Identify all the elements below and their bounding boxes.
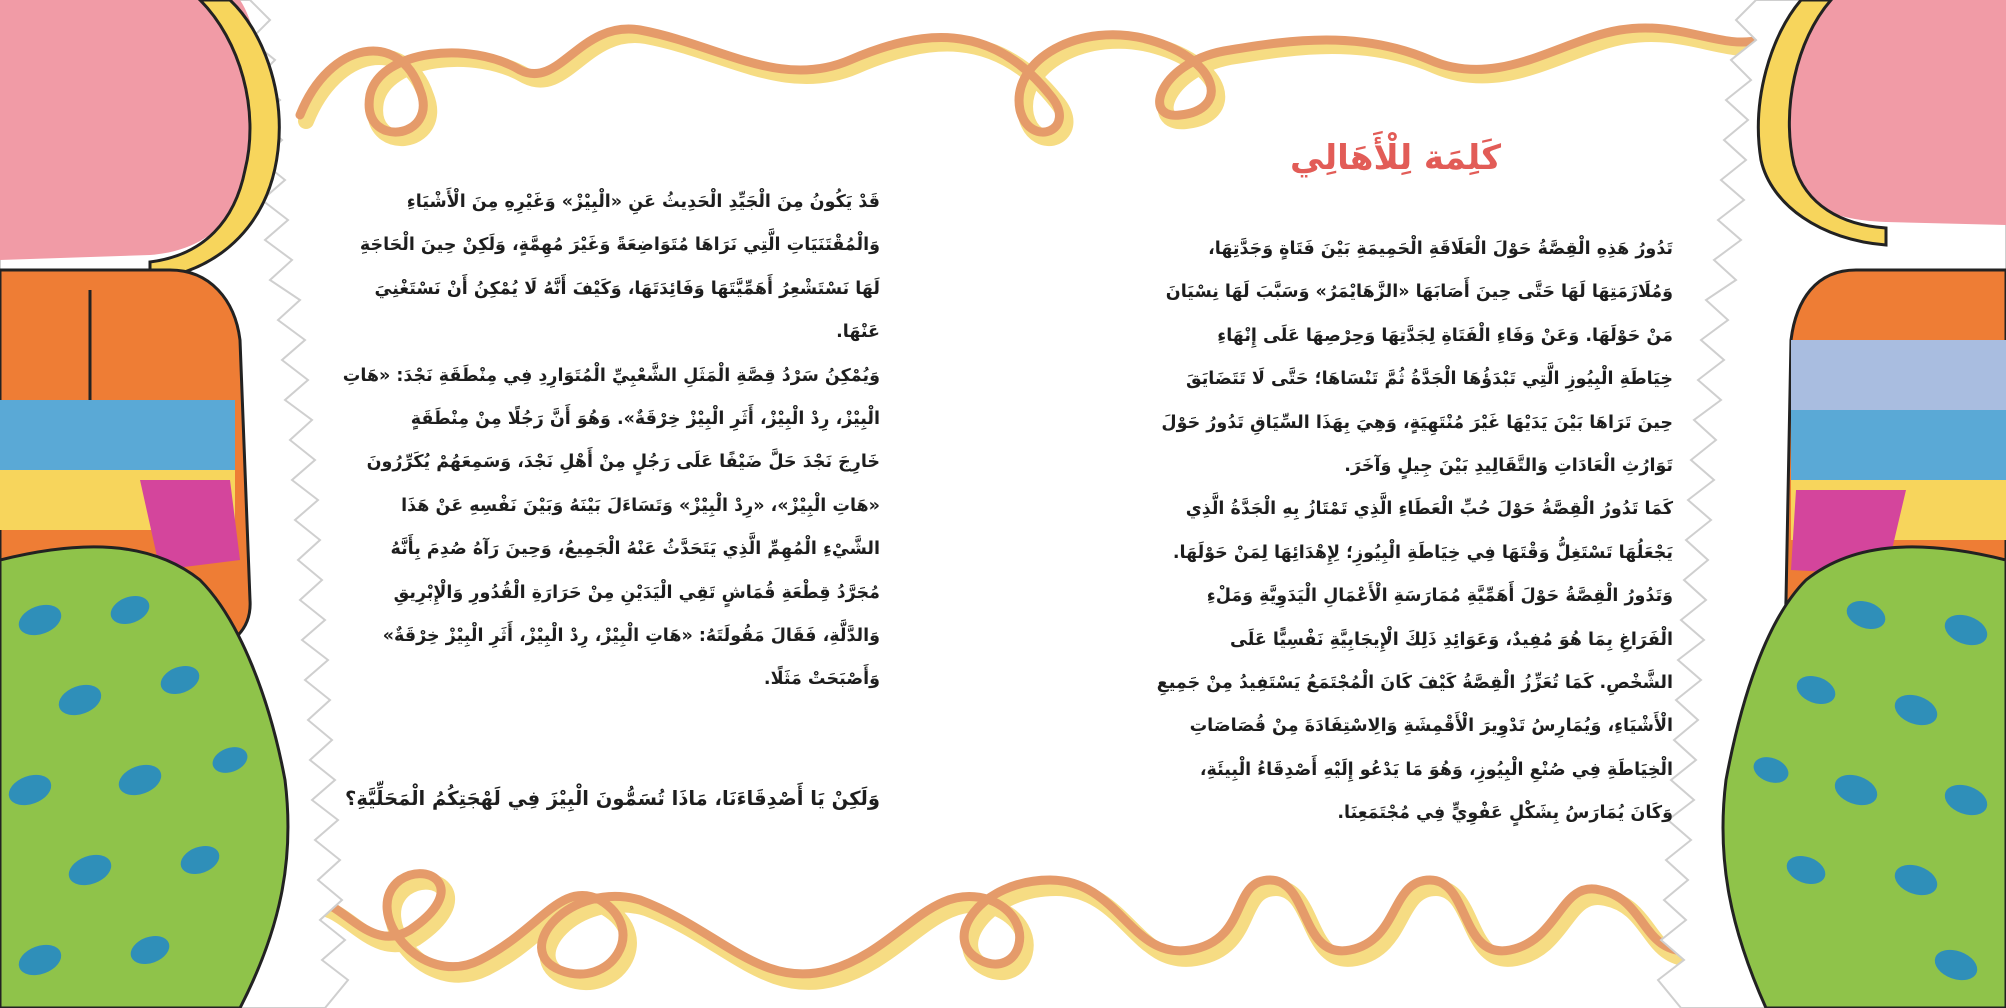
left-line-4: عَنْهَا. [836,322,880,343]
left-page-body [343,181,880,702]
right-line-14: وَكَانَ يُمَارَسُ بِشَكْلٍ عَفْوِيٍّ فِي مُجْتَمَعِنَا. [1337,803,1673,824]
right-line-12: الْأَشْيَاءِ، وَيُمَارِسُ تَدْوِيرَ الْأَقْمِشَةِ وَالِاسْتِفَادَةَ مِنْ قُصَاصَاتِ [1189,716,1673,737]
right-line-6: تَوَارُثِ الْعَادَاتِ وَالتَّقَالِيدِ بَيْنَ جِيلٍ وَآخَرَ. [1344,456,1673,477]
left-line-1: قَدْ يَكُونُ مِنَ الْجَيِّدِ الْحَدِيثُ عَنِ «الْبِيْزْ» وَغَيْرِهِ مِنَ الْأَشْيَاءِ [406,192,880,212]
bottom-squiggle-border [290,874,1706,982]
left-line-11: وَالدَّلَّةِ، فَقَالَ مَقُولَتَهُ: «هَاتِ الْبِيْزْ، رِدْ الْبِيْزْ، أَثَرِ الْبِيْزْ خِرْقَةٌ» [382,626,880,647]
right-line-2: وَمُلَازَمَتِهَا لَهَا حَتَّى حِينَ أَصَابَهَا «الزَّهَايْمَرُ» وَسَبَّبَ لَهَا نِسْيَانَ [1165,282,1673,303]
left-line-8: «هَاتِ الْبِيْزْ»، «رِدْ الْبِيْزْ» وَتَسَاءَلَ بَيْنَهُ وَبَيْنَ نَفْسِهِ عَنْ هَذَا [401,495,880,516]
left-line-6: الْبِيْزْ، رِدْ الْبِيْزْ، أَثَرِ الْبِيْزْ خِرْقَةٌ». وَهُوَ أَنَّ رَجُلًا مِنْ مِنْطَقَةٍ [410,409,880,430]
left-line-5: وَيُمْكِنُ سَرْدُ قِصَّةِ الْمَثَلِ الشَّعْبِيِّ الْمُتَوَارِدِ فِي مِنْطَقَةِ نَجْدَ: «هَاتِ [342,365,880,386]
right-page-title: كَلِمَة لِلْأَهَالِي [1290,138,1501,178]
right-mitts-illustration [1658,0,2006,1008]
right-line-8: يَجْعَلُهَا تَسْتَغِلُّ وَقْتَهَا فِي خِيَاطَةِ الْبِيُوزِ؛ لِإِهْدَائِهَا لِمَنْ حَوْلَهَا. [1172,542,1673,563]
right-line-10: الْفَرَاغِ بِمَا هُوَ مُفِيدٌ، وَعَوَائِدِ ذَلِكَ الْإِيجَابِيَّةِ نَفْسِيًّا عَلَى [1230,629,1673,650]
left-line-9: الشَّيْءِ الْمُهِمِّ الَّذِي يَتَحَدَّثُ عَنْهُ الْجَمِيعُ، وَحِينَ رَآهُ صُدِمَ بِأَنَّهُ [390,539,880,560]
left-line-7: خَارِجَ نَجْدَ حَلَّ ضَيْفًا عَلَى رَجُلٍ مِنْ أَهْلِ نَجْدَ، وَسَمِعَهُمْ يُكَرِّرُونَ [366,452,880,473]
right-line-4: خِيَاطَةِ الْبِيُوزِ الَّتِي تَبْدَؤُهَا الْجَدَّةُ ثُمَّ تَنْسَاهَا؛ حَتَّى لَا تَتَضَايَقَ [1185,369,1673,390]
right-line-9: وَتَدُورُ الْقِصَّةُ حَوْلَ أَهَمِّيَّةِ مُمَارَسَةِ الْأَعْمَالِ الْيَدَوِيَّةِ وَمَلْءِ [1206,586,1673,607]
left-line-10: مُجَرَّدُ قِطْعَةِ قُمَاشٍ تَقِي الْيَدَيْنِ مِنْ حَرَارَةِ الْقُدُورِ وَالْإِبْرِيقِ [393,582,880,603]
right-line-7: كَمَا تَدُورُ الْقِصَّةُ حَوْلَ حُبِّ الْعَطَاءِ الَّذِي تَمْتَازُ بِهِ الْجَدَّةُ الَّذِي [1185,499,1673,520]
left-line-12: وَأَصْبَحَتْ مَثَلًا. [763,669,880,690]
right-line-1: تَدُورُ هَذِهِ الْقِصَّةُ حَوْلَ الْعَلَاقَةِ الْحَمِيمَةِ بَيْنَ فَتَاةٍ وَجَدَّتِهَا، [1208,239,1673,259]
right-line-5: حِينَ تَرَاهَا بَيْنَ يَدَيْهَا غَيْرَ مُنْتَهِيَةٍ، وَهِيَ بِهَذَا السِّيَاقِ تَدُورُ حَوْلَ [1161,412,1673,433]
right-line-3: مَنْ حَوْلَهَا. وَعَنْ وَفَاءِ الْفَتَاةِ لِجَدَّتِهَا وَحِرْصِهَا عَلَى إِنْهَاءِ [1217,325,1673,346]
top-squiggle-border [300,28,1766,138]
left-mitts-illustration [0,0,348,1008]
left-line-2: وَالْمُقْتَنَيَاتِ الَّتِي نَرَاهَا مُتَوَاضِعَةً وَغَيْرَ مُهِمَّةٍ، وَلَكِنْ حِينَ الْحَاجَةِ [359,235,880,256]
right-page-body [1157,228,1673,836]
right-line-13: الْخِيَاطَةِ فِي صُنْعِ الْبِيُوزِ، وَهُوَ مَا يَدْعُو إِلَيْهِ أَصْدِقَاءُ الْبِيئَةِ، [1199,759,1673,780]
right-line-11: الشَّخْصِ. كَمَا تُعَزِّزُ الْقِصَّةُ كَيْفَ كَانَ الْمُجْتَمَعُ يَسْتَفِيدُ مِنْ جَمِيعِ [1156,673,1673,694]
left-page-question: وَلَكِنْ يَا أَصْدِقَاءَنَا، مَاذَا تُسَمُّونَ الْبِيْزَ فِي لَهْجَتِكُمُ الْمَحَلِّيَّةِ؟ [345,787,880,810]
left-line-3: لَهَا نَسْتَشْعِرُ أَهَمِّيَّتَهَا وَفَائِدَتَهَا، وَكَيْفَ أَنَّهُ لَا يُمْكِنُ أَنْ نَسْتَغْنِيَ [374,278,880,299]
